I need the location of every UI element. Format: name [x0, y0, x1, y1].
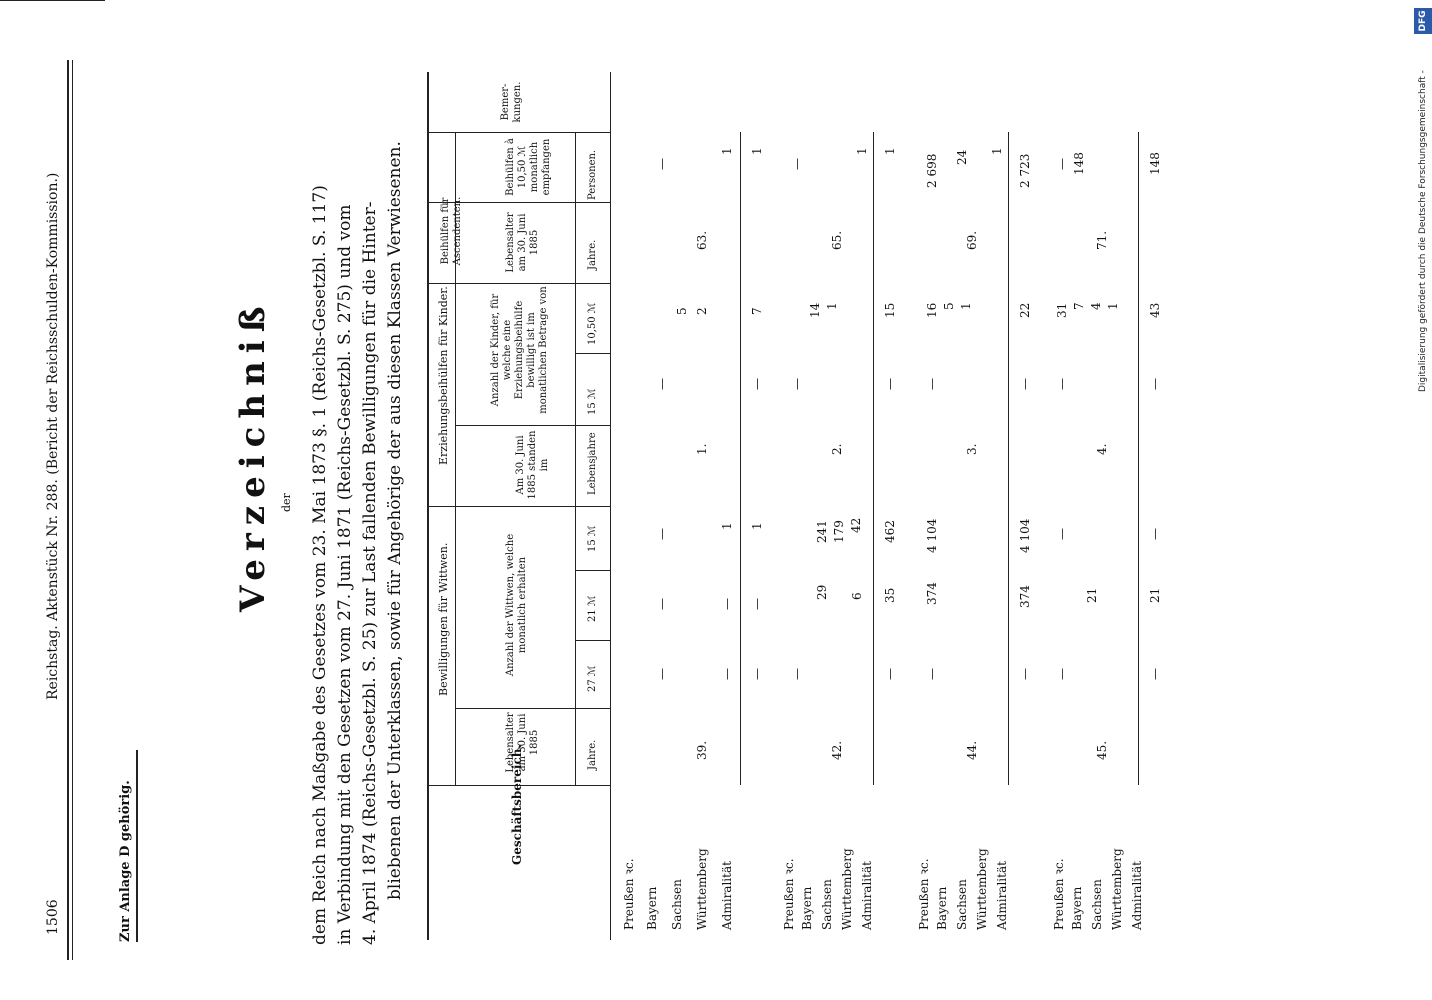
w27-cell: — — [720, 668, 734, 680]
asc-cell: — — [655, 158, 669, 170]
asc-cell: — — [1055, 158, 1069, 170]
asc-cell: 24 — [955, 149, 969, 165]
sum-rule-4 — [1138, 132, 1139, 785]
witwen-age: 39. — [695, 740, 709, 760]
k15-col-end — [575, 353, 610, 354]
row-label: Württemberg — [840, 848, 854, 930]
title-der: der — [280, 493, 293, 512]
k1050-cell: 1 — [825, 302, 839, 310]
witwen-age: 42. — [830, 740, 844, 760]
head-rule — [67, 60, 69, 960]
row-label: Bayern — [935, 886, 949, 930]
group-header-erziehung: Erziehungsbeihülfen für Kinder. — [437, 286, 450, 465]
annex-underline — [136, 750, 138, 942]
title-line-3: 4. April 1874 (Reichs-Gesetzbl. S. 25) zur Last fallenden Bewilligungen für die Hinter- — [360, 201, 380, 945]
sum-k1050: 43 — [1148, 302, 1162, 318]
witwen-col-21: 21 ℳ — [587, 595, 598, 622]
sum-k15: — — [883, 378, 897, 390]
w21-cell: 21 — [1085, 587, 1099, 603]
row-label: Admiralität — [1130, 861, 1144, 930]
title-line-4: bliebenen der Unterklassen, sowie für Angehörige der aus diesen Klassen Verwiesenen. — [385, 141, 405, 900]
group-header-ascendenten: Beihülfen für Ascendenten. — [440, 196, 463, 266]
page-number: 1506 — [45, 899, 61, 935]
sum-w15: 462 — [883, 520, 897, 543]
k1050-cell: 7 — [1072, 302, 1086, 310]
w15-cell: 179 — [832, 520, 846, 543]
witwen-age-unit: Jahre. — [587, 739, 598, 770]
k-age-col-end — [455, 425, 610, 426]
sum-w27: — — [883, 668, 897, 680]
w15-cell: — — [1055, 528, 1069, 540]
kinder-age-unit: Lebensjahre — [587, 432, 598, 495]
sum-k1050: 22 — [1018, 302, 1032, 318]
asc-cell: 1 — [990, 147, 1004, 155]
document-title: Verzeichniß — [233, 298, 273, 612]
sum-w15: — — [1148, 528, 1162, 540]
annex-reference: Zur Anlage D gehörig. — [118, 780, 133, 942]
sum-w21: 35 — [883, 587, 897, 603]
kinder-age: 3. — [965, 443, 979, 455]
sum-k15: — — [1148, 378, 1162, 390]
sum-w15: 4 104 — [1018, 518, 1032, 553]
k1050-cell: 31 — [1055, 302, 1069, 318]
asc-cell: 148 — [1072, 152, 1086, 175]
w15-cell: 1 — [720, 522, 734, 530]
sum-w27: — — [750, 668, 764, 680]
row-label: Preußen ꝛc. — [1052, 858, 1066, 930]
asc-age: 65. — [830, 230, 844, 250]
k1050-cell: 16 — [925, 302, 939, 318]
group-header-witwen: Bewilligungen für Wittwen. — [437, 542, 450, 696]
w21-cell: 6 — [850, 592, 864, 600]
witwen-col-27: 27 ℳ — [587, 665, 598, 692]
asc-count-header: Beihülfen à 10,50 ℳ monatlich empfangen — [505, 138, 552, 196]
row-label: Bayern — [645, 886, 659, 930]
k1050-cell: 1 — [1106, 302, 1120, 310]
w15-cell: 4 104 — [925, 518, 939, 553]
asc-age-header: Lebensalter am 30. Juni 1885 — [505, 212, 540, 273]
dfg-logo: DFG — [1414, 8, 1432, 34]
row-label: Sachsen — [820, 879, 834, 930]
row-label: Admiralität — [860, 861, 874, 930]
k1050-cell: 4 — [1089, 302, 1103, 310]
sum-asc: 2 723 — [1018, 153, 1032, 188]
running-head: Reichstag. Aktenstück Nr. 288. (Bericht der Reichsschulden-Kommission.) — [45, 172, 61, 700]
k1050-cell: 14 — [808, 302, 822, 318]
witwen-col-15: 15 ℳ — [587, 525, 598, 552]
row-label: Württemberg — [975, 848, 989, 930]
k1050-cell: 5 — [675, 307, 689, 315]
subheader-rule — [575, 132, 576, 785]
sum-k1050: 15 — [883, 302, 897, 318]
w27-col-end — [575, 640, 610, 641]
col-header-geschaeftsbereich: Geschäftsbereich. — [510, 744, 524, 865]
w15-cell: 42 — [849, 517, 863, 533]
sum-w27: — — [1148, 668, 1162, 680]
row-label: Admiralität — [995, 861, 1009, 930]
title-line-1: dem Reich nach Maßgabe des Gesetzes vom 23. Mai 1873 §. 1 (Reichs-Gesetzbl. S. 117) — [310, 185, 330, 945]
kinder-age: 4. — [1095, 443, 1109, 455]
sum-w27: — — [1018, 668, 1032, 680]
k15-cell: — — [655, 378, 669, 390]
header-bottom-rule — [610, 72, 611, 940]
sum-w15: 1 — [750, 522, 764, 530]
asc-age: 71. — [1095, 230, 1109, 250]
w27-cell: — — [655, 668, 669, 680]
asc-age: 63. — [695, 230, 709, 250]
sum-rule-1 — [740, 132, 741, 785]
witwen-age: 44. — [965, 740, 979, 760]
asc-count-col-end — [455, 132, 610, 133]
sum-asc: 148 — [1148, 152, 1162, 175]
sum-w21: — — [750, 598, 764, 610]
row-label: Preußen ꝛc. — [917, 858, 931, 930]
witwen-age-header: Lebensalter am 30. Juni 1885 — [505, 712, 540, 773]
row-label: Sachsen — [1090, 879, 1104, 930]
row-label: Admiralität — [720, 861, 734, 930]
kinder-age-header: Am 30. Juni 1885 standen im — [515, 430, 550, 500]
sum-k1050: 7 — [750, 307, 764, 315]
w27-cell: — — [925, 668, 939, 680]
sum-asc: 1 — [883, 147, 897, 155]
w21-cell: — — [655, 598, 669, 610]
asc-cell: 1 — [855, 147, 869, 155]
witwen-age: 45. — [1095, 740, 1109, 760]
kinder-col-15: 15 ℳ — [587, 388, 598, 415]
k1050-cell: 2 — [695, 307, 709, 315]
k1050-cell: 5 — [942, 302, 956, 310]
kinder-count-header: Anzahl der Kinder, für welche eine Erziehungsbeihülfe bewilligt ist im monatlichen Betrage von — [490, 286, 549, 414]
asc-cell: — — [790, 158, 804, 170]
row-label: Preußen ꝛc. — [782, 858, 796, 930]
k15-cell: — — [1055, 378, 1069, 390]
w21-cell: 374 — [925, 582, 939, 605]
w27-cell: — — [790, 668, 804, 680]
asc-cell: 2 698 — [925, 153, 939, 188]
head-rule-2 — [72, 60, 73, 960]
sum-k15: — — [1018, 378, 1032, 390]
kinder-age: 1. — [695, 443, 709, 455]
sum-asc: 1 — [750, 147, 764, 155]
row-label: Bayern — [800, 886, 814, 930]
row-label: Bayern — [1070, 886, 1084, 930]
w27-cell: — — [1055, 668, 1069, 680]
sum-rule-2 — [873, 132, 874, 785]
k15-cell: — — [790, 378, 804, 390]
asc-age-unit: Jahre. — [587, 239, 598, 270]
w21-cell: — — [720, 598, 734, 610]
row-label: Preußen ꝛc. — [622, 858, 636, 930]
asc-count-unit: Personen. — [587, 149, 598, 200]
sum-w21: 374 — [1018, 585, 1032, 608]
top-rule — [0, 0, 105, 1]
kinder-col-1050: 10,50 ℳ — [587, 302, 598, 345]
digitization-note: Digitalisierung gefördert durch die Deutsche Forschungsgemeinschaft - — [1418, 70, 1428, 392]
row-label: Württemberg — [695, 848, 709, 930]
w21-cell: 29 — [815, 584, 829, 600]
title-line-2: in Verbindung mit den Gesetzen vom 27. Juni 1871 (Reichs-Gesetzbl. S. 275) und vom — [335, 204, 355, 945]
w21-col-end — [575, 570, 610, 571]
row-label: Württemberg — [1110, 848, 1124, 930]
sum-rule-3 — [1008, 132, 1009, 785]
asc-age: 69. — [965, 230, 979, 250]
w15-cell: — — [655, 528, 669, 540]
k15-cell: — — [925, 378, 939, 390]
row-label: Sachsen — [955, 879, 969, 930]
k1050-cell: 1 — [959, 302, 973, 310]
kinder-age: 2. — [830, 443, 844, 455]
remarks-header: Bemer-kungen. — [500, 81, 523, 123]
sum-w21: 21 — [1148, 587, 1162, 603]
row-label: Sachsen — [670, 879, 684, 930]
sum-k15: — — [750, 378, 764, 390]
asc-cell: 1 — [720, 147, 734, 155]
witwen-count-header: Anzahl der Wittwen, welche monatlich erhalten — [505, 533, 528, 677]
w15-cell: 241 — [815, 520, 829, 543]
